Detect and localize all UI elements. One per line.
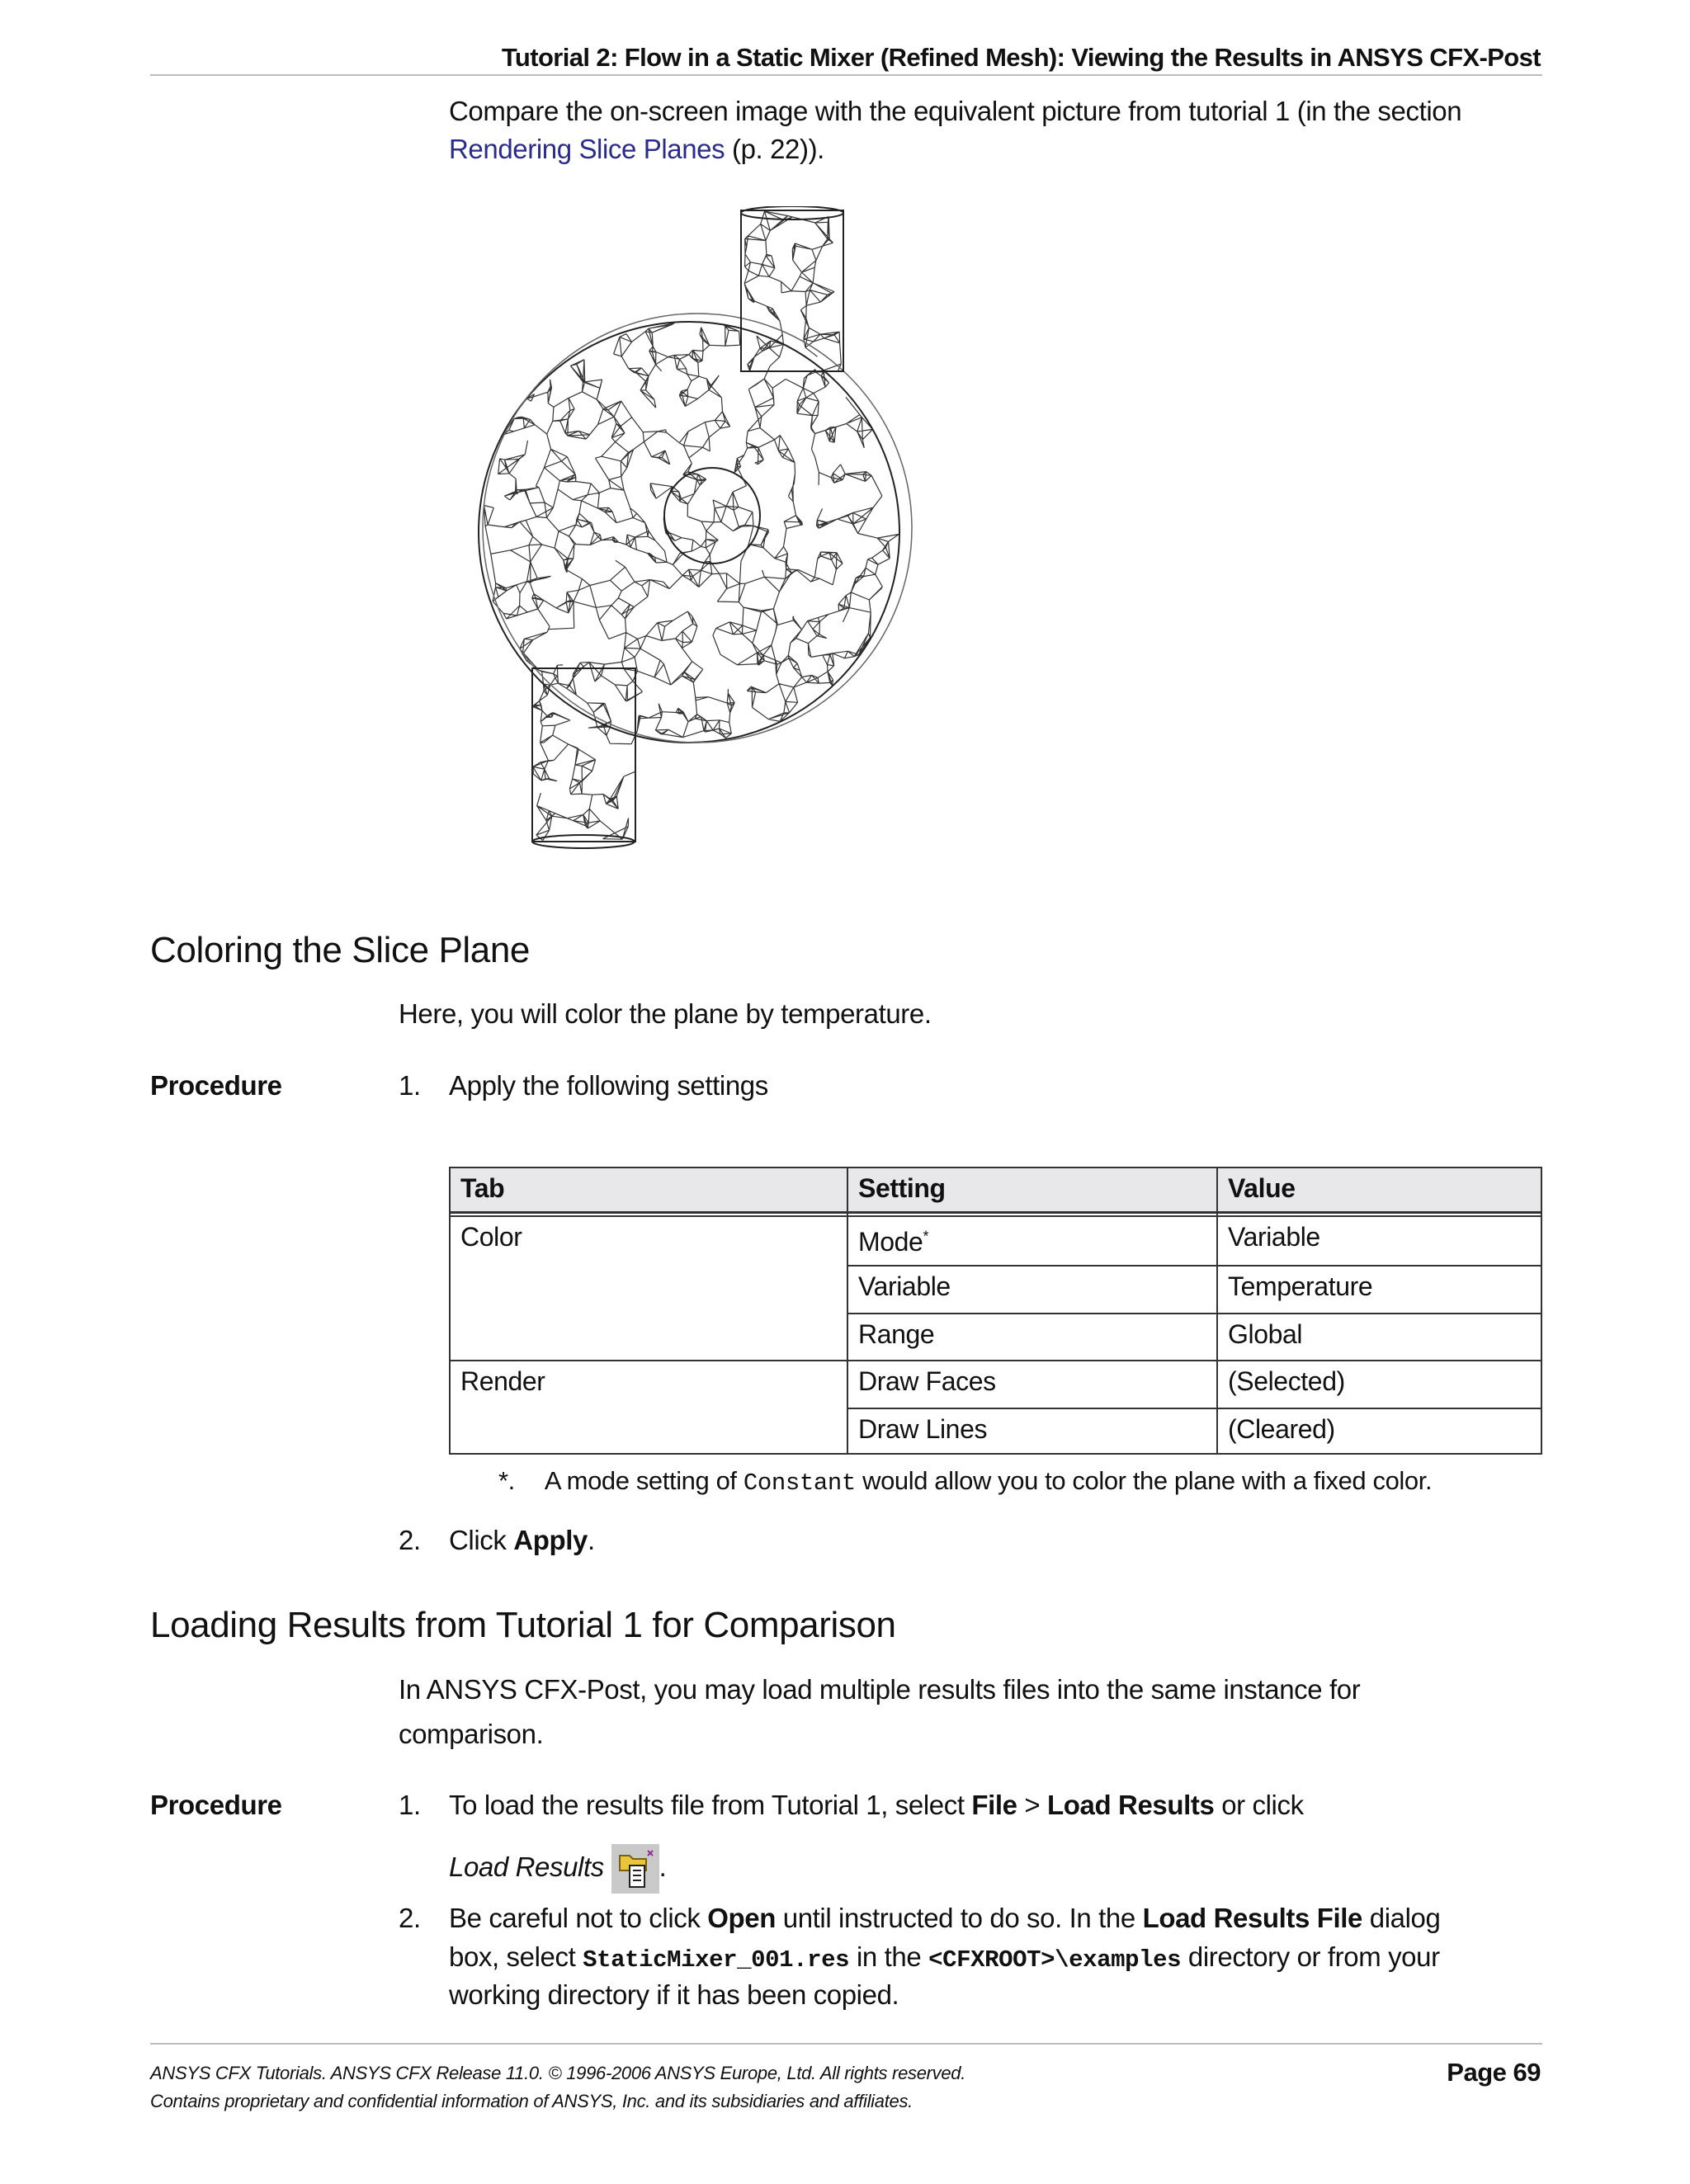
procedure-label: Procedure xyxy=(150,1790,282,1820)
cell-value: Temperature xyxy=(1217,1266,1541,1314)
settings-table xyxy=(449,1167,1542,1455)
cell-tab: Color xyxy=(450,1216,847,1361)
procedure-label: Procedure xyxy=(150,1070,282,1101)
step-number: 2. xyxy=(399,1903,421,1933)
page-number: Page 69 xyxy=(1447,2058,1541,2087)
intro-line: Compare the on-screen image with the equivalent picture from tutorial 1 (in the section xyxy=(449,96,1462,126)
footer-copyright: ANSYS CFX Tutorials. ANSYS CFX Release 11.0. © 1996-2006 ANSYS Europe, Ltd. All rights reserved. xyxy=(150,2063,966,2083)
step-number: 2. xyxy=(399,1525,421,1555)
step-text: Click Apply. xyxy=(449,1525,595,1555)
step-text: To load the results file from Tutorial 1, select File > Load Results or click xyxy=(449,1790,1304,1820)
cell-setting: Draw Lines xyxy=(847,1408,1217,1454)
cell-setting: Range xyxy=(847,1314,1217,1361)
section-heading: Loading Results from Tutorial 1 for Comparison xyxy=(150,1605,896,1645)
cell-value: Variable xyxy=(1217,1216,1541,1266)
step-number: 1. xyxy=(399,1790,421,1820)
footer-confidential: Contains proprietary and confidential information of ANSYS, Inc. and its subsidiaries and affiliates. xyxy=(150,2091,913,2111)
intro-line-2: Rendering Slice Planes (p. 22)). xyxy=(449,134,824,164)
cell-setting: Draw Faces xyxy=(847,1361,1217,1408)
step-number: 1. xyxy=(399,1070,421,1101)
section-intro: In ANSYS CFX-Post, you may load multiple results files into the same instance for xyxy=(399,1674,1361,1705)
cell-value: (Cleared) xyxy=(1217,1408,1541,1454)
mesh-lines xyxy=(484,211,899,840)
load-results-icon[interactable] xyxy=(611,1844,659,1894)
header-tab: Tab xyxy=(450,1167,847,1213)
section-intro: Here, you will color the plane by temperature. xyxy=(399,998,932,1029)
header-setting: Setting xyxy=(847,1167,1217,1213)
step-text-2: Load Results . xyxy=(449,1842,666,1894)
footnote-ref: * xyxy=(923,1228,929,1245)
cell-setting: Mode* xyxy=(847,1216,1217,1266)
step-text-2: box, select StaticMixer_001.res in the <CFXROOT>\examples directory or from your xyxy=(449,1941,1440,1974)
footer-rule xyxy=(150,2043,1542,2045)
rendering-slice-planes-link[interactable]: Rendering Slice Planes xyxy=(449,134,725,164)
cell-setting: Variable xyxy=(847,1266,1217,1314)
section-intro-2: comparison. xyxy=(399,1719,544,1749)
section-heading: Coloring the Slice Plane xyxy=(150,930,531,970)
cell-value: Global xyxy=(1217,1314,1541,1361)
header-rule xyxy=(150,74,1542,76)
mesh-figure xyxy=(462,206,924,854)
table-footnote: *. A mode setting of Constant would allow you to color the plane with a fixed color. xyxy=(498,1466,1433,1497)
cell-tab: Render xyxy=(450,1361,847,1454)
cell-value: (Selected) xyxy=(1217,1361,1541,1408)
table-row xyxy=(450,1361,1541,1408)
step-text: Apply the following settings xyxy=(449,1070,768,1101)
table-row xyxy=(450,1216,1541,1266)
table-header-row xyxy=(450,1167,1541,1213)
step-text-3: working directory if it has been copied. xyxy=(449,1979,899,2010)
step-text: Be careful not to click Open until instructed to do so. In the Load Results File dialog xyxy=(449,1903,1441,1933)
header-value: Value xyxy=(1217,1167,1541,1213)
running-header: Tutorial 2: Flow in a Static Mixer (Refined Mesh): Viewing the Results in ANSYS CFX-Post xyxy=(501,43,1541,72)
